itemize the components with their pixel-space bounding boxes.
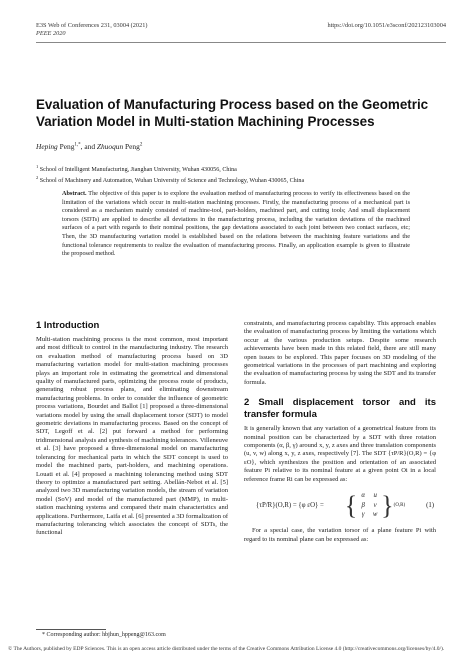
author-separator: , and	[80, 142, 97, 151]
matrix-entry: α	[361, 492, 365, 500]
affiliation-mark: 2	[36, 175, 39, 180]
matrix-left-brace: {	[344, 490, 358, 520]
matrix-right-brace: }	[381, 490, 394, 520]
matrix-entry: v	[373, 501, 377, 509]
affiliation-2	[36, 174, 304, 185]
matrix-subscript: (O,R)	[393, 502, 406, 508]
equation-number: (1)	[426, 501, 434, 509]
corresponding-author-footnote: * Corresponding author: hbjhun_hppeng@163.com	[42, 632, 166, 638]
author-last-name: Peng	[57, 142, 75, 151]
matrix-entry: u	[373, 492, 377, 500]
affiliation-text: School of Intelligent Manufacturing, Jianghan University, Wuhan 430056, China	[39, 167, 237, 174]
author-last-name: Peng	[123, 142, 140, 151]
journal-citation: E3S Web of Conferences 231, 03004 (2021)	[36, 22, 148, 29]
torsor-matrix	[345, 492, 406, 519]
abstract-label: Abstract.	[62, 190, 87, 197]
plane-feature-paragraph: For a special case, the variation torsor of a plane feature Pi with regard to its nominal plane can be expressed as:	[244, 527, 436, 543]
header-divider	[36, 42, 446, 43]
doi-link[interactable]: https://doi.org/10.1051/e3sconf/202123103004	[327, 22, 446, 29]
affiliation-text: School of Machinery and Automation, Wuhan University of Science and Technology, Wuhan 430065, China	[39, 178, 305, 185]
sdt-paragraph: It is generally known that any variation of a geometrical feature from its nominal position can be characterized by a SDT with three rotation components (α, β, γ) around x, y, z axes and three translation components (u, v, w) along x, y, z axes, respectively [7]. The SDT {τP/R}(O,R) = {φ εO}, which synthesizes the position and orientation of an associated feature Pi relative to its nominal feature at a given point Oi in a local reference frame Ri can be expressed as:	[244, 425, 436, 483]
abstract	[62, 190, 410, 259]
author-affil-mark: 1,*	[74, 142, 81, 148]
author-list	[36, 142, 142, 151]
equation-1	[256, 492, 436, 519]
matrix-entries	[357, 492, 381, 519]
affiliation-mark: 1	[36, 164, 39, 169]
matrix-entry: w	[372, 510, 378, 518]
left-column	[36, 320, 228, 538]
equation-lhs: {τP/R}(O,R) = {φ εO} =	[256, 501, 324, 509]
section-heading-introduction: 1 Introduction	[36, 320, 100, 331]
introduction-paragraph-continued: constraints, and manufacturing process capability. This approach enables the evaluation of manufacturing process by limiting the variations which occur at the various production setups. Despite some research achievements have been made in this related field, there are still many open issues to be explored. This paper focuses on 3D modeling of the geometrical variations in the processes of part machining and exploring the evaluation of manufacturing process by using the SDT and its transfer formula.	[244, 320, 436, 386]
author-affil-mark: 2	[139, 142, 143, 148]
abstract-text: The objective of this paper is to explore the evaluation method of manufacturing process to verify its effectiveness based on the limitation of the variations which occur in multi-station machining processes. Firstly, the manufacturing process of a mechanical part is considered as a mechanism mainly consisted of machine-tool, part-holders, machined part, and cutting tools; And small displacement torsors (SDTs) are applied to describe all deviations in the manufacturing process, including the variation deviations of the machined surfaces of a part with regards to their nominal positions, the gap deviations associated to each joint between two contact surfaces, etc; Then, the 3D manufacturing variation model is established based on the relations between the machining feature variations and the functional tolerance requirements to realize the evaluation of manufacturing process. Finally, an application example is given to illustrate the proposed method.	[62, 190, 410, 258]
footnote-divider	[36, 629, 106, 630]
affiliation-1	[36, 163, 237, 174]
introduction-paragraph: Multi-station machining process is the most common, most important and most difficult to control in the manufacturing industry. The research on evaluation method of manufacturing process based on 3D manufacturing variation model for multi-station machining processes plays an important role in estimating the geometrical and dimensional quality of manufactured parts, optimizing the process route of products, generating robust process plans, and eliminating downstream manufacturing problems. In order to consider the influence of geometric process variations, Bourdet and Ballot [1] proposed a three-dimensional variations model by using the small displacement torsor (SDT) to model geometric deviations in manufacturing process. Based on the concept of SDT, Legoff et al. [2] put forward a method for performing tridimensional analysis and synthesis of machining tolerances. Villeneuve et al. [3] have proposed a three-dimensional model on manufacturing tolerancing for mechanical parts in which the SDT concept is used to model the machined parts, part-holders, and machining operations. Louati et al. [4] proposed a machining tolerancing method using SDT theory to optimize a manufactured part setting. Abellán-Nebot et al. [5] analyzed two 3D manufacturing variation models, the stream of variation model (SoV) and model of the manufactured part (MMP), in multi-station machining systems and compared their main characteristics and applications. Furthermore, Laifa et al. [6] presented a 3D formalization of manufacturing tolerancing which associates the concept of SDTs, the functional	[36, 336, 228, 537]
section-heading-sdt: 2 Small displacement torsor and its transfer formula	[244, 397, 436, 421]
journal-header	[36, 22, 147, 38]
author-first-name: Zhuoqun	[96, 142, 124, 151]
right-column	[244, 320, 436, 544]
matrix-entry: γ	[361, 510, 365, 518]
conference-name: PEEE 2020	[36, 30, 66, 37]
paper-title: Evaluation of Manufacturing Process based on the Geometric Variation Model in Multi-station Machining Processes	[36, 97, 429, 129]
matrix-entry: β	[361, 501, 365, 509]
author-first-name: Heping	[36, 142, 58, 151]
license-notice: © The Authors, published by EDP Sciences. This is an open access article distributed under the terms of the Creative Commons Attribution License 4.0 (http://creativecommons.org/licenses/by/4.0/).	[8, 646, 445, 652]
